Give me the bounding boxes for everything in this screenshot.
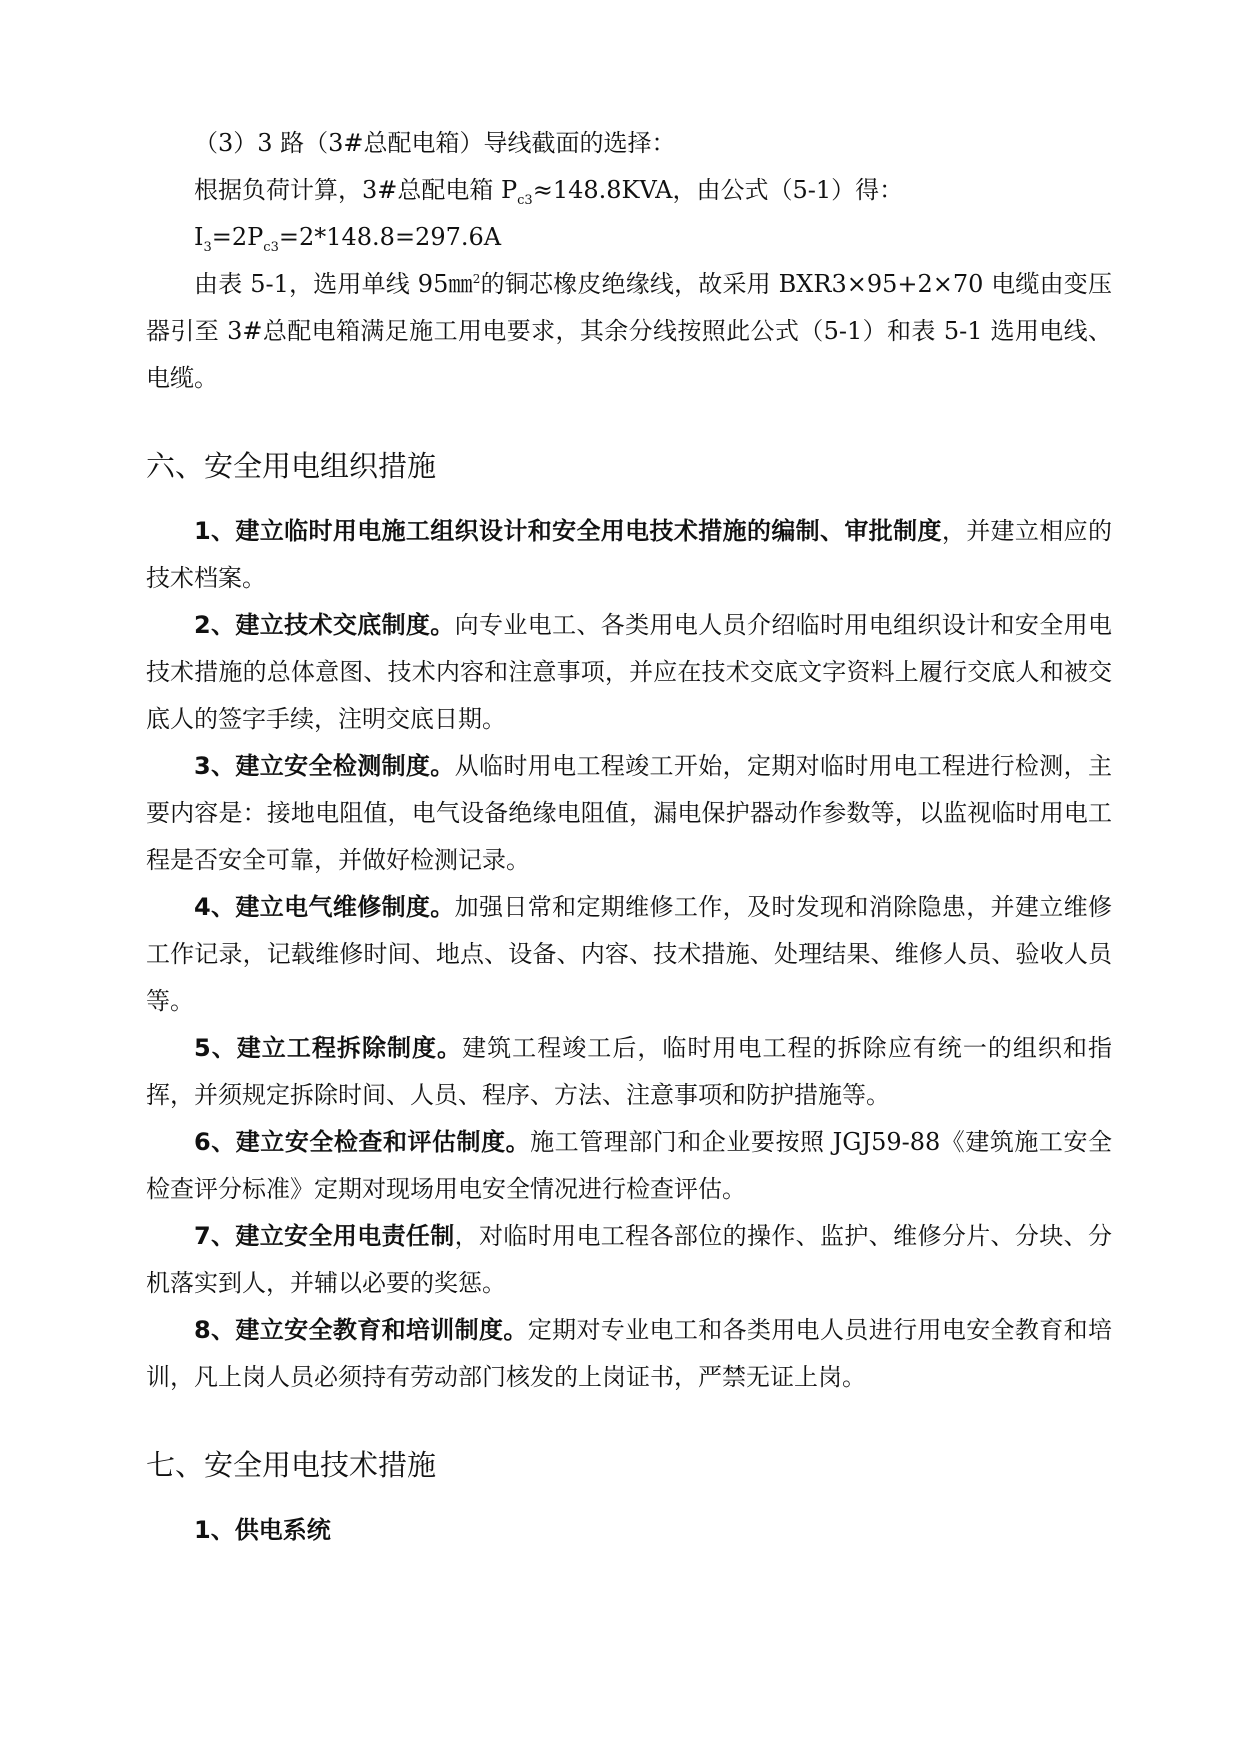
calc-load-value: ≈148.8KVA，由公式（5-1）得：: [532, 176, 904, 204]
item-lead: 4、建立电气维修制度。: [194, 893, 455, 921]
section7-subheading: 1、供电系统: [194, 1516, 331, 1544]
section6-title: 六、安全用电组织措施: [146, 449, 437, 483]
section6-list: [146, 508, 1112, 1401]
item-text: 加强日常和定期维修工作，及时发现和消除隐患，并建立维修工作记录，记载维修时间、地点、设备、内容、技术措施、处理结果、维修人员、验收人员等。: [146, 893, 1112, 1015]
item-text: 施工管理部门和企业要按照 JGJ59-88《建筑施工安全检查评分标准》定期对现场用电安全情况进行检查评估。: [146, 1128, 1112, 1203]
item-text: 从临时用电工程竣工开始，定期对临时用电工程进行检测，主要内容是：接地电阻值，电气设备绝缘电阻值，漏电保护器动作参数等，以监视临时用电工程是否安全可靠，并做好检测记录。: [146, 752, 1112, 874]
item-text: 向专业电工、各类用电人员介绍临时用电组织设计和安全用电技术措施的总体意图、技术内容和注意事项，并应在技术交底文字资料上履行交底人和被交底人的签字手续，注明交底日期。: [146, 611, 1112, 733]
formula-p: =2P: [211, 223, 264, 251]
item-text: ，并建立相应的技术档案。: [146, 517, 1112, 592]
section6-item: [146, 884, 1112, 1025]
section6-item: [146, 508, 1112, 602]
section6-item: [146, 602, 1112, 743]
item-lead: 6、建立安全检查和评估制度。: [194, 1128, 531, 1156]
item-lead: 3、建立安全检测制度。: [194, 752, 455, 780]
section6-item: [146, 743, 1112, 884]
item-lead: 5、建立工程拆除制度。: [194, 1034, 463, 1062]
document-page: [146, 120, 1112, 1554]
item-lead: 2、建立技术交底制度。: [194, 611, 455, 639]
formula-p-sub: c3: [263, 239, 279, 255]
calc-load-sub: c3: [517, 192, 533, 208]
calc-subtitle: （3）3 路（3#总配电箱）导线截面的选择：: [194, 129, 676, 157]
section6-item: [146, 1307, 1112, 1401]
item-lead: 1、建立临时用电施工组织设计和安全用电技术措施的编制、审批制度: [194, 517, 942, 545]
item-lead: 8、建立安全教育和培训制度。: [194, 1316, 528, 1344]
calc-selection-paragraph: [146, 261, 1112, 402]
item-text: 定期对专业电工和各类用电人员进行用电安全教育和培训，凡上岗人员必须持有劳动部门核发的上岗证书，严禁无证上岗。: [146, 1316, 1112, 1391]
calc-formula: [146, 214, 1112, 261]
formula-i: I: [194, 223, 204, 251]
section6-item: [146, 1213, 1112, 1307]
section7-title: 七、安全用电技术措施: [146, 1448, 437, 1482]
item-lead: 7、建立安全用电责任制: [194, 1222, 455, 1250]
formula-result: =2*148.8=297.6A: [278, 223, 502, 251]
item-text: 建筑工程竣工后，临时用电工程的拆除应有统一的组织和指挥，并须规定拆除时间、人员、程序、方法、注意事项和防护措施等。: [146, 1034, 1113, 1109]
selection-text-pre: 由表 5-1，选用单线 95㎜: [194, 270, 473, 298]
formula-i-sub: 3: [203, 239, 212, 255]
item-text: ，对临时用电工程各部位的操作、监护、维修分片、分块、分机落实到人，并辅以必要的奖惩。: [146, 1222, 1112, 1297]
selection-text-post: 的铜芯橡皮绝缘线，故采用 BXR3×95+2×70 电缆由变压器引至 3#总配电箱满足施工用电要求，其余分线按照此公式（5-1）和表 5-1 选用电线、电缆。: [146, 270, 1112, 392]
calc-load-text: 根据负荷计算，3#总配电箱 P: [194, 176, 518, 204]
section6-item: [146, 1025, 1112, 1119]
section6-item: [146, 1119, 1112, 1213]
calc-load-paragraph: [146, 167, 1112, 214]
selection-sup: 2: [472, 272, 481, 286]
